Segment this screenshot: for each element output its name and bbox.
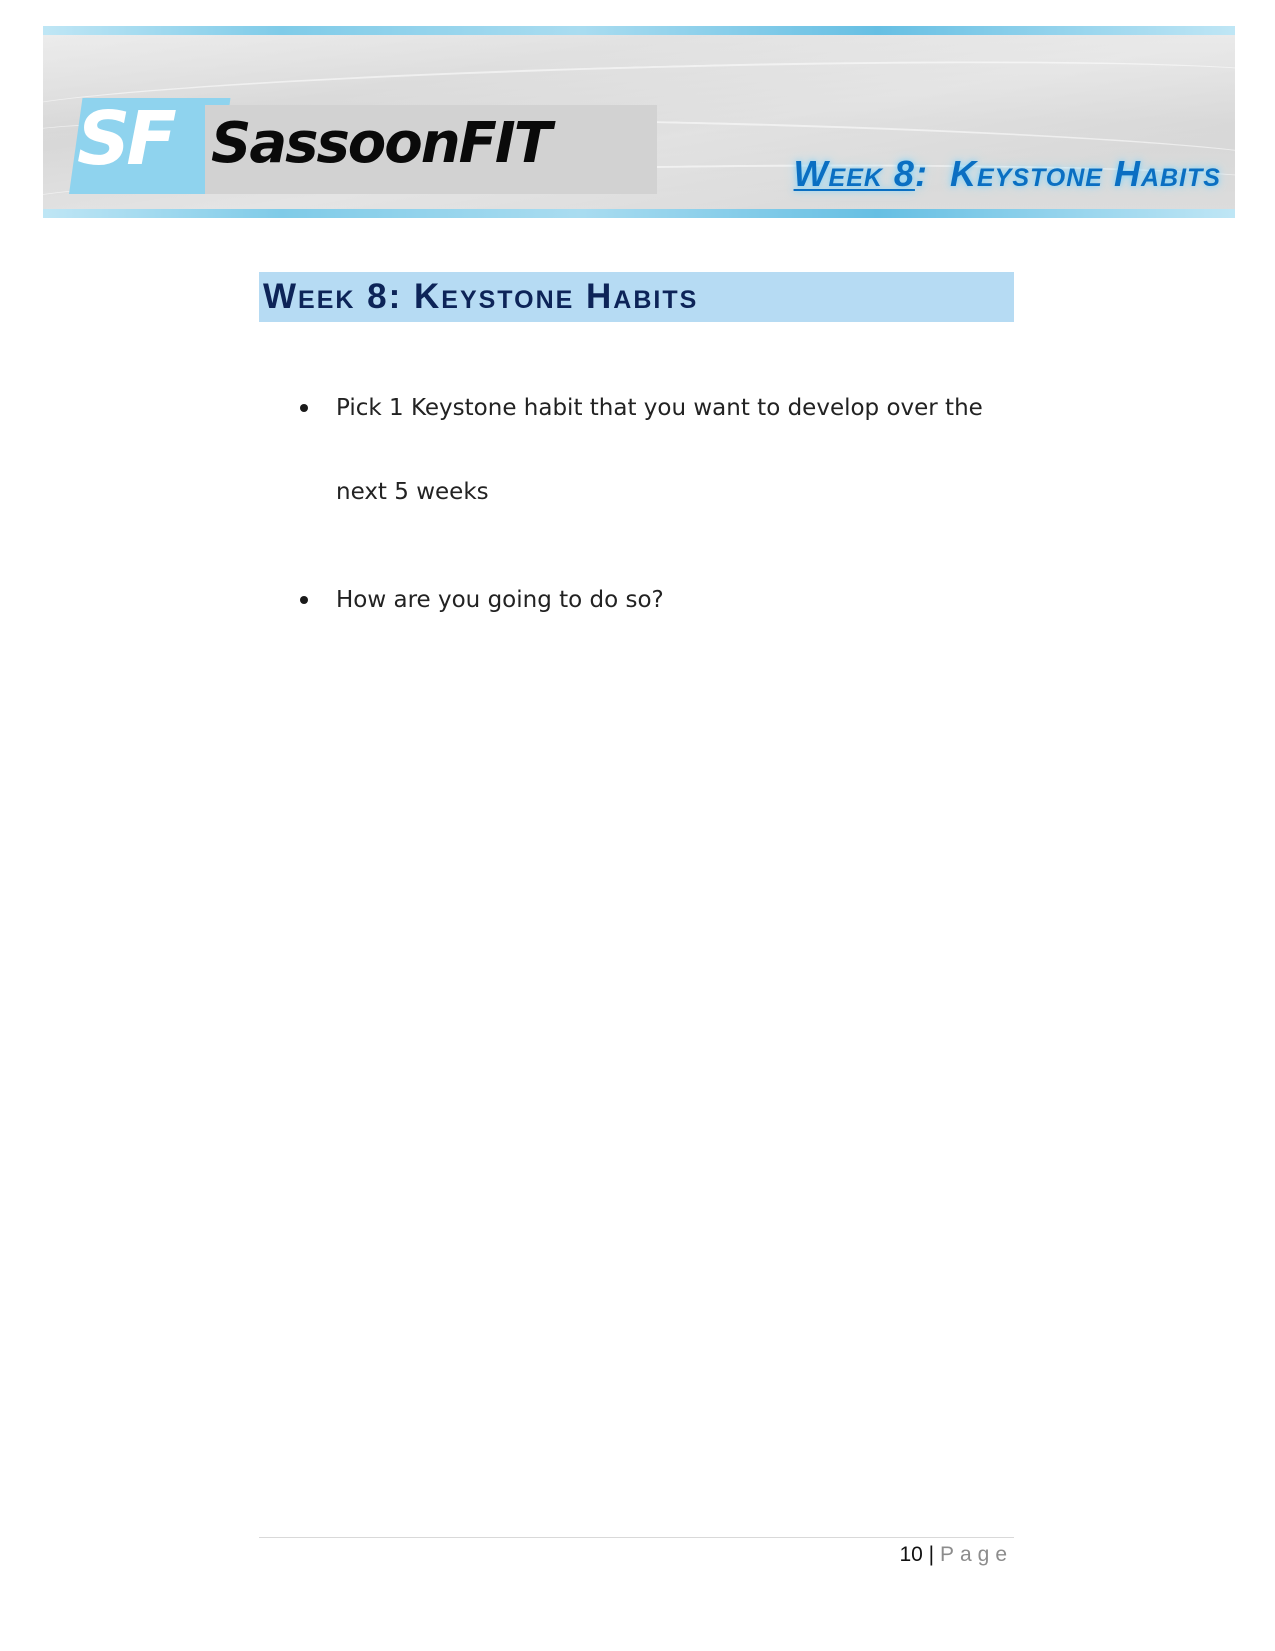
section-heading xyxy=(259,272,1014,322)
logo-mark-text: SF xyxy=(77,96,173,182)
list-item xyxy=(296,366,1016,534)
section-heading-text: Week 8: Keystone Habits xyxy=(263,277,699,316)
page-number: 10 xyxy=(899,1543,923,1566)
page-footer xyxy=(899,1543,1013,1567)
banner-bottom-edge xyxy=(43,209,1235,218)
list-item-text: Pick 1 Keystone habit that you want to develop over the next 5 weeks xyxy=(336,395,983,505)
page-label: Page xyxy=(939,1543,1013,1566)
sassoonfit-logo xyxy=(55,98,665,194)
list-item xyxy=(296,558,1016,642)
bullet-icon xyxy=(300,404,308,412)
bullet-icon xyxy=(300,596,308,604)
banner-title-separator: : xyxy=(914,153,928,194)
banner-title-link[interactable]: Week 8 xyxy=(793,153,915,194)
bullet-list xyxy=(296,386,1016,642)
logo-wordmark: SassoonFIT xyxy=(211,111,550,176)
footer-separator: | xyxy=(928,1543,935,1566)
banner-title-rest: Keystone Habits xyxy=(949,153,1221,194)
footer-divider xyxy=(259,1537,1014,1538)
banner-title xyxy=(794,153,1221,195)
list-item-text: How are you going to do so? xyxy=(336,587,664,613)
banner-top-edge xyxy=(43,26,1235,35)
header-banner xyxy=(43,26,1235,218)
